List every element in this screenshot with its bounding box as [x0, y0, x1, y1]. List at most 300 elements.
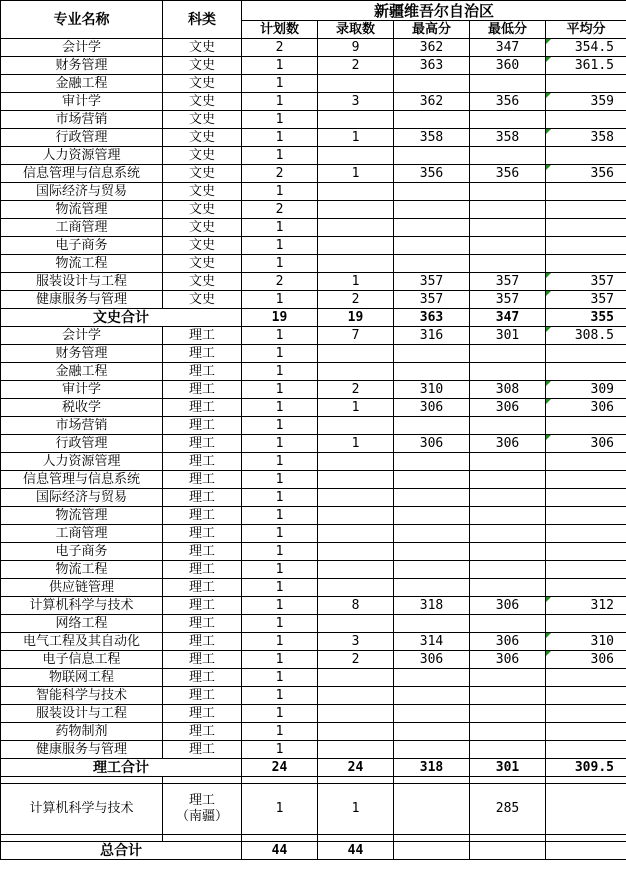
table-row [1, 381, 626, 399]
min-score-cell [470, 615, 546, 633]
max-score-cell: 316 [394, 327, 470, 345]
table-row [1, 417, 626, 435]
category-cell: 理工 [163, 723, 242, 741]
table-row [1, 201, 626, 219]
plan-cell: 1 [242, 651, 318, 669]
major-cell: 智能科学与技术 [1, 687, 163, 705]
category-cell: 文史 [163, 147, 242, 165]
major-cell: 物联网工程 [1, 669, 163, 687]
avg-score-cell [546, 687, 626, 705]
admit-cell [318, 507, 394, 525]
admit-cell [318, 255, 394, 273]
spacer-cell [242, 835, 318, 842]
min-score-cell [470, 543, 546, 561]
major-cell: 人力资源管理 [1, 453, 163, 471]
major-cell: 审计学 [1, 381, 163, 399]
avg-score-cell [546, 507, 626, 525]
major-cell: 金融工程 [1, 363, 163, 381]
avg-score-cell [546, 579, 626, 597]
header-admit: 录取数 [318, 21, 394, 39]
major-cell: 健康服务与管理 [1, 291, 163, 309]
min-score-cell: 308 [470, 381, 546, 399]
major-cell: 税收学 [1, 399, 163, 417]
table-row [1, 165, 626, 183]
avg-score-cell [546, 615, 626, 633]
max-score-cell: 314 [394, 633, 470, 651]
admit-cell: 2 [318, 381, 394, 399]
table-row [1, 543, 626, 561]
avg-score-cell [546, 453, 626, 471]
admit-cell: 1 [318, 435, 394, 453]
table-row [1, 147, 626, 165]
plan-cell: 1 [242, 75, 318, 93]
max-score-cell [394, 579, 470, 597]
max-score-cell [394, 237, 470, 255]
plan-cell: 1 [242, 489, 318, 507]
category-cell: 文史 [163, 237, 242, 255]
category-cell: 文史 [163, 165, 242, 183]
admit-cell: 3 [318, 93, 394, 111]
admit-cell: 1 [318, 165, 394, 183]
table-row [1, 723, 626, 741]
admit-cell: 8 [318, 597, 394, 615]
min-score-cell: 356 [470, 165, 546, 183]
max-score-cell: 306 [394, 435, 470, 453]
table-row [1, 345, 626, 363]
category-cell: 理工 [163, 471, 242, 489]
category-cell: 文史 [163, 219, 242, 237]
avg-score-cell: 357 [546, 273, 626, 291]
table-row [1, 615, 626, 633]
category-cell: 理工 [163, 651, 242, 669]
min-score-cell [470, 561, 546, 579]
subtotal-admit: 24 [318, 759, 394, 777]
max-score-cell [394, 255, 470, 273]
major-cell: 物流工程 [1, 255, 163, 273]
table-row [1, 273, 626, 291]
plan-cell: 1 [242, 345, 318, 363]
plan-cell: 1 [242, 381, 318, 399]
header-min: 最低分 [470, 21, 546, 39]
min-score-cell [470, 147, 546, 165]
spacer-cell [394, 777, 470, 784]
major-cell: 网络工程 [1, 615, 163, 633]
admit-cell [318, 237, 394, 255]
admit-cell [318, 543, 394, 561]
spacer-cell [470, 835, 546, 842]
min-score-cell [470, 723, 546, 741]
admit-cell [318, 723, 394, 741]
min-score-cell [470, 183, 546, 201]
category-cell: 文史 [163, 39, 242, 57]
max-score-cell [394, 471, 470, 489]
avg-score-cell [546, 741, 626, 759]
table-body [1, 39, 626, 860]
table-row [1, 633, 626, 651]
max-score-cell [394, 723, 470, 741]
major-cell: 计算机科学与技术 [1, 597, 163, 615]
category-cell: 理工 [163, 633, 242, 651]
plan-cell: 1 [242, 435, 318, 453]
category-cell: 理工 [163, 561, 242, 579]
category-cell: 理工 [163, 345, 242, 363]
subtotal-min: 301 [470, 759, 546, 777]
admit-cell [318, 579, 394, 597]
category-cell: 理工 [163, 543, 242, 561]
category-cell: 理工 [163, 363, 242, 381]
min-score-cell: 306 [470, 651, 546, 669]
admit-cell [318, 561, 394, 579]
admit-cell: 1 [318, 273, 394, 291]
table-row [1, 453, 626, 471]
spacer-cell [318, 835, 394, 842]
avg-score-cell: 356 [546, 165, 626, 183]
header-category: 科类 [163, 1, 242, 39]
spacer-cell [163, 835, 242, 842]
table-row [1, 399, 626, 417]
major-cell: 物流管理 [1, 201, 163, 219]
max-score-cell: 310 [394, 381, 470, 399]
plan-cell: 1 [242, 615, 318, 633]
plan-cell: 1 [242, 219, 318, 237]
plan-cell: 1 [242, 543, 318, 561]
empty-cell [394, 842, 470, 860]
min-score-cell [470, 579, 546, 597]
header-major: 专业名称 [1, 1, 163, 39]
category-cell: 文史 [163, 129, 242, 147]
max-score-cell: 362 [394, 39, 470, 57]
max-score-cell [394, 507, 470, 525]
admit-cell: 9 [318, 39, 394, 57]
plan-cell: 1 [242, 255, 318, 273]
plan-cell: 1 [242, 525, 318, 543]
min-score-cell: 356 [470, 93, 546, 111]
major-cell: 工商管理 [1, 219, 163, 237]
header-region: 新疆维吾尔自治区 [242, 1, 626, 21]
plan-cell: 1 [242, 453, 318, 471]
min-score-cell [470, 111, 546, 129]
plan-cell: 2 [242, 273, 318, 291]
max-score-cell [394, 75, 470, 93]
major-cell: 市场营销 [1, 111, 163, 129]
major-cell: 电气工程及其自动化 [1, 633, 163, 651]
subtotal-admit: 19 [318, 309, 394, 327]
plan-cell: 1 [242, 129, 318, 147]
avg-score-cell [546, 219, 626, 237]
avg-score-cell [546, 345, 626, 363]
admit-cell: 2 [318, 57, 394, 75]
category-cell: 理工 [163, 705, 242, 723]
major-cell: 人力资源管理 [1, 147, 163, 165]
min-score-cell [470, 471, 546, 489]
avg-score-cell: 309 [546, 381, 626, 399]
table-row [1, 507, 626, 525]
plan-cell: 1 [242, 183, 318, 201]
avg-score-cell [546, 183, 626, 201]
admit-cell [318, 741, 394, 759]
avg-score-cell: 357 [546, 291, 626, 309]
plan-cell: 2 [242, 165, 318, 183]
max-score-cell: 318 [394, 597, 470, 615]
admit-cell [318, 525, 394, 543]
major-cell: 供应链管理 [1, 579, 163, 597]
category-cell: 文史 [163, 75, 242, 93]
table-row [1, 237, 626, 255]
max-score-cell [394, 111, 470, 129]
max-score-cell [394, 453, 470, 471]
min-score-cell [470, 489, 546, 507]
max-score-cell [394, 525, 470, 543]
min-score-cell: 358 [470, 129, 546, 147]
max-score-cell: 362 [394, 93, 470, 111]
plan-cell: 1 [242, 417, 318, 435]
max-score-cell: 357 [394, 273, 470, 291]
avg-score-cell: 310 [546, 633, 626, 651]
admit-cell [318, 489, 394, 507]
category-cell: 理工 [163, 525, 242, 543]
table-row [1, 327, 626, 345]
empty-cell [470, 842, 546, 860]
avg-score-cell [546, 201, 626, 219]
admit-cell [318, 687, 394, 705]
admit-cell [318, 669, 394, 687]
admit-cell [318, 705, 394, 723]
category-cell: 理工 [163, 381, 242, 399]
avg-score-cell: 308.5 [546, 327, 626, 345]
admit-cell: 2 [318, 651, 394, 669]
spacer-row [1, 835, 626, 842]
avg-score-cell [546, 669, 626, 687]
spacer-cell [1, 777, 163, 784]
min-score-cell: 347 [470, 39, 546, 57]
min-score-cell [470, 669, 546, 687]
major-cell: 行政管理 [1, 435, 163, 453]
min-score-cell: 306 [470, 633, 546, 651]
admit-cell [318, 183, 394, 201]
plan-cell: 1 [242, 111, 318, 129]
min-score-cell [470, 507, 546, 525]
min-score-cell [470, 237, 546, 255]
category-cell: 文史 [163, 111, 242, 129]
max-score-cell [394, 489, 470, 507]
table-row [1, 489, 626, 507]
table-row [1, 255, 626, 273]
spacer-row [1, 777, 626, 784]
category-cell: 文史 [163, 183, 242, 201]
max-score-cell [394, 543, 470, 561]
category-cell: 理工 [163, 597, 242, 615]
avg-score-cell [546, 75, 626, 93]
table-row [1, 111, 626, 129]
grand-total-admit: 44 [318, 842, 394, 860]
avg-score-cell [546, 255, 626, 273]
header-max: 最高分 [394, 21, 470, 39]
plan-cell: 1 [242, 363, 318, 381]
nanjiang-row [1, 784, 626, 835]
category-cell: 理工 [163, 579, 242, 597]
admit-cell [318, 363, 394, 381]
major-cell: 信息管理与信息系统 [1, 471, 163, 489]
min-score-cell: 357 [470, 291, 546, 309]
admit-cell: 1 [318, 784, 394, 835]
major-cell: 金融工程 [1, 75, 163, 93]
spacer-cell [546, 835, 626, 842]
admit-cell [318, 147, 394, 165]
min-score-cell: 306 [470, 399, 546, 417]
min-score-cell: 306 [470, 597, 546, 615]
min-score-cell [470, 345, 546, 363]
major-cell: 电子信息工程 [1, 651, 163, 669]
avg-score-cell: 306 [546, 651, 626, 669]
grand-total-row [1, 842, 626, 860]
avg-score-cell: 306 [546, 399, 626, 417]
avg-score-cell: 354.5 [546, 39, 626, 57]
max-score-cell: 306 [394, 651, 470, 669]
avg-score-cell [546, 705, 626, 723]
max-score-cell [394, 687, 470, 705]
table-row [1, 435, 626, 453]
max-score-cell [394, 183, 470, 201]
major-cell: 服装设计与工程 [1, 273, 163, 291]
empty-cell [546, 842, 626, 860]
spacer-cell [394, 835, 470, 842]
subtotal-max: 363 [394, 309, 470, 327]
plan-cell: 2 [242, 39, 318, 57]
header-avg: 平均分 [546, 21, 626, 39]
category-cell: 理工 [163, 489, 242, 507]
category-cell: 理工 [163, 687, 242, 705]
admit-cell [318, 345, 394, 363]
table-row [1, 219, 626, 237]
table-row [1, 57, 626, 75]
avg-score-cell [546, 723, 626, 741]
plan-cell: 1 [242, 327, 318, 345]
plan-cell: 1 [242, 507, 318, 525]
avg-score-cell: 306 [546, 435, 626, 453]
major-cell: 服装设计与工程 [1, 705, 163, 723]
spacer-cell [470, 777, 546, 784]
plan-cell: 1 [242, 57, 318, 75]
major-cell: 审计学 [1, 93, 163, 111]
category-cell: 文史 [163, 255, 242, 273]
max-score-cell [394, 705, 470, 723]
plan-cell: 1 [242, 237, 318, 255]
category-cell: 理工 [163, 615, 242, 633]
plan-cell: 1 [242, 784, 318, 835]
admit-cell [318, 615, 394, 633]
min-score-cell [470, 525, 546, 543]
min-score-cell [470, 363, 546, 381]
grand-total-label: 总合计 [1, 842, 242, 860]
min-score-cell: 360 [470, 57, 546, 75]
table-row [1, 705, 626, 723]
subtotal-row [1, 309, 626, 327]
spacer-cell [163, 777, 242, 784]
major-cell: 会计学 [1, 327, 163, 345]
max-score-cell: 358 [394, 129, 470, 147]
category-cell: 文史 [163, 201, 242, 219]
subtotal-min: 347 [470, 309, 546, 327]
spacer-cell [546, 777, 626, 784]
plan-cell: 1 [242, 579, 318, 597]
avg-score-cell: 361.5 [546, 57, 626, 75]
plan-cell: 1 [242, 561, 318, 579]
major-cell: 国际经济与贸易 [1, 489, 163, 507]
table-row [1, 651, 626, 669]
admit-cell: 1 [318, 129, 394, 147]
admit-cell: 1 [318, 399, 394, 417]
plan-cell: 1 [242, 687, 318, 705]
avg-score-cell [546, 471, 626, 489]
avg-score-cell [546, 363, 626, 381]
plan-cell: 1 [242, 741, 318, 759]
avg-score-cell [546, 543, 626, 561]
major-cell: 信息管理与信息系统 [1, 165, 163, 183]
max-score-cell: 356 [394, 165, 470, 183]
plan-cell: 1 [242, 705, 318, 723]
grand-total-plan: 44 [242, 842, 318, 860]
min-score-cell [470, 219, 546, 237]
avg-score-cell: 358 [546, 129, 626, 147]
subtotal-plan: 24 [242, 759, 318, 777]
major-cell: 财务管理 [1, 57, 163, 75]
max-score-cell [394, 417, 470, 435]
subtotal-avg: 309.5 [546, 759, 626, 777]
table-row [1, 525, 626, 543]
category-line: 理工 [188, 793, 215, 808]
major-cell: 计算机科学与技术 [1, 784, 163, 835]
max-score-cell [394, 784, 470, 835]
major-cell: 国际经济与贸易 [1, 183, 163, 201]
min-score-cell: 357 [470, 273, 546, 291]
max-score-cell [394, 147, 470, 165]
table-row [1, 39, 626, 57]
category-note: （南疆） [175, 809, 228, 824]
max-score-cell: 363 [394, 57, 470, 75]
plan-cell: 1 [242, 291, 318, 309]
table-header [1, 1, 626, 39]
plan-cell: 1 [242, 723, 318, 741]
max-score-cell [394, 561, 470, 579]
major-cell: 电子商务 [1, 237, 163, 255]
avg-score-cell [546, 111, 626, 129]
min-score-cell [470, 255, 546, 273]
plan-cell: 1 [242, 399, 318, 417]
avg-score-cell [546, 147, 626, 165]
major-cell: 市场营销 [1, 417, 163, 435]
plan-cell: 2 [242, 201, 318, 219]
major-cell: 药物制剂 [1, 723, 163, 741]
min-score-cell [470, 705, 546, 723]
plan-cell: 1 [242, 471, 318, 489]
spacer-cell [1, 835, 163, 842]
category-cell: 理工 [163, 435, 242, 453]
min-score-cell [470, 453, 546, 471]
avg-score-cell [546, 489, 626, 507]
subtotal-avg: 355 [546, 309, 626, 327]
category-cell: 理工 [163, 417, 242, 435]
admit-cell [318, 219, 394, 237]
major-cell: 会计学 [1, 39, 163, 57]
table-row [1, 183, 626, 201]
table-row [1, 561, 626, 579]
major-cell: 工商管理 [1, 525, 163, 543]
max-score-cell [394, 669, 470, 687]
max-score-cell [394, 615, 470, 633]
max-score-cell [394, 741, 470, 759]
plan-cell: 1 [242, 633, 318, 651]
avg-score-cell [546, 525, 626, 543]
